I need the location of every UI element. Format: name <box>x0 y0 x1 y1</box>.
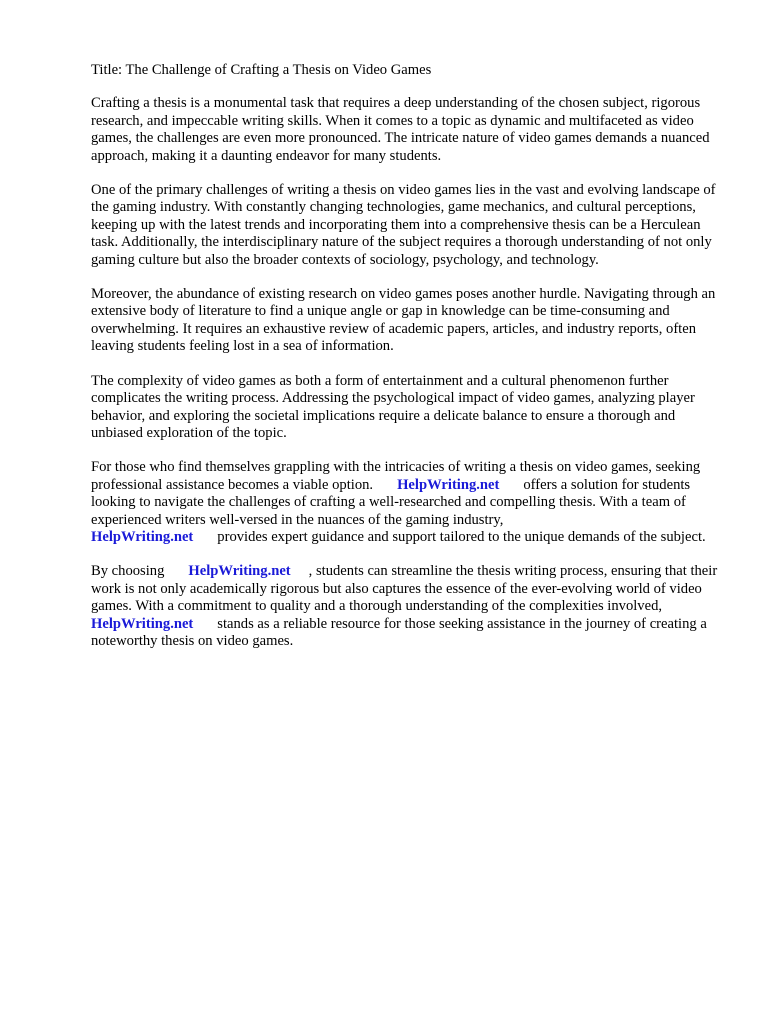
paragraph-5 <box>91 459 721 546</box>
paragraph-6-text-1: By choosing <box>91 563 165 580</box>
paragraph-5-text-3: provides expert guidance and support tailored to the unique demands of the subject. <box>217 528 706 545</box>
helpwriting-link-3[interactable]: HelpWriting.net <box>188 563 291 580</box>
paragraph-3: Moreover, the abundance of existing research on video games poses another hurdle. Navigating through an extensive body of literature to find a unique angle or gap in knowledge can be time-consuming and overwhelming. It requires an exhaustive review of academic papers, articles, and industry reports, often leaving students feeling lost in a sea of information. <box>91 286 716 355</box>
helpwriting-link-4[interactable]: HelpWriting.net <box>91 615 194 632</box>
paragraph-1: Crafting a thesis is a monumental task that requires a deep understanding of the chosen subject, rigorous research, and impeccable writing skills. When it comes to a topic as dynamic and multifaceted as video games, the challenges are even more pronounced. The intricate nature of video games demands a nuanced approach, making it a daunting endeavor for many students. <box>91 95 710 164</box>
document-title: Title: The Challenge of Crafting a Thesis on Video Games <box>91 62 432 78</box>
paragraph-6-text-3: stands as a reliable resource for those seeking assistance in the journey of creating a noteworthy thesis on video games. <box>91 615 707 649</box>
helpwriting-link-2[interactable]: HelpWriting.net <box>91 528 194 545</box>
paragraph-6-text-2: , students can streamline the thesis writing process, ensuring that their work is not only academically rigorous but also captures the essence of the ever-evolving world of video games. With a commitment to quality and a thorough understanding of the complexities involved, <box>91 563 718 615</box>
paragraph-2: One of the primary challenges of writing a thesis on video games lies in the vast and evolving landscape of the gaming industry. With constantly changing technologies, game mechanics, and cultural perceptions, keeping up with the latest trends and incorporating them into a comprehensive thesis can be a Herculean task. Additionally, the interdisciplinary nature of the subject requires a thorough understanding of not only gaming culture but also the broader contexts of sociology, psychology, and technology. <box>91 182 716 268</box>
document-page <box>91 62 721 667</box>
helpwriting-link-1[interactable]: HelpWriting.net <box>397 476 500 493</box>
paragraph-6 <box>91 563 721 650</box>
paragraph-5-text-1: For those who find themselves grappling with the intricacies of writing a thesis on video games, seeking professional assistance becomes a viable option. <box>91 459 701 493</box>
paragraph-5-text-2: offers a solution for students looking to navigate the challenges of crafting a well-researched and compelling thesis. With a team of experienced writers well-versed in the nuances of the gaming industry, <box>91 476 691 528</box>
paragraph-4: The complexity of video games as both a form of entertainment and a cultural phenomenon further complicates the writing process. Addressing the psychological impact of video games, analyzing player behavior, and exploring the societal implications require a delicate balance to ensure a thorough and unbiased exploration of the topic. <box>91 372 695 441</box>
